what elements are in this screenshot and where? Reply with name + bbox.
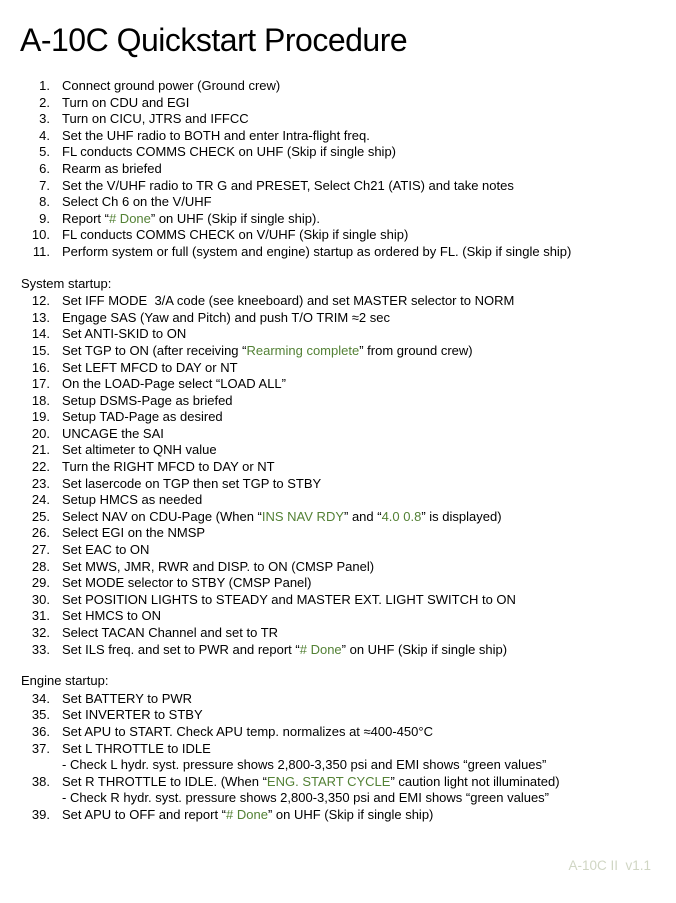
item-text [50,343,473,360]
plain-text: Set APU to START. Check APU temp. normalizes at ≈400-450°C [62,723,433,739]
item-number: 25. [31,508,50,524]
list-item [0,625,676,642]
item-text [50,211,320,228]
plain-text: Set the V/UHF radio to TR G and PRESET, Select Ch21 (ATIS) and take notes [62,177,514,193]
item-number: 21. [31,442,50,458]
item-text [50,559,374,576]
list-item [0,459,676,476]
item-number: 38. [31,773,50,789]
list-item [0,326,676,343]
list-item [0,194,676,211]
plain-text: Set TGP to ON (after receiving “ [62,342,247,358]
list-item [0,724,676,741]
list-item [0,144,676,161]
list-item [0,360,676,377]
list-item [0,161,676,178]
plain-text: UNCAGE the SAI [62,425,164,441]
item-text [50,542,149,559]
section-header: System startup: [21,275,112,291]
plain-text: Turn on CICU, JTRS and IFFCC [62,111,249,127]
item-number: 32. [31,625,50,640]
plain-text: Set IFF MODE 3/A code (see kneeboard) and set MASTER selector to NORM [62,293,515,309]
item-text [50,509,502,526]
item-number: 4. [39,127,50,143]
plain-text: Set MODE selector to STBY (CMSP Panel) [62,575,312,591]
plain-text: Set R THROTTLE to IDLE. (When “ [62,773,267,789]
list-item [0,376,676,393]
callout-text: # Done [299,641,342,657]
item-text [50,724,433,741]
list-item [0,178,676,195]
plain-text: On the LOAD-Page select “LOAD ALL” [62,376,286,392]
list-item [0,542,676,559]
plain-text: Set ILS freq. and set to PWR and report “ [62,641,300,657]
plain-text: Select NAV on CDU-Page (When “ [62,508,262,524]
item-text [50,459,275,476]
plain-text: Turn the RIGHT MFCD to DAY or NT [62,459,275,475]
list-item [0,442,676,459]
item-text [50,625,278,642]
plain-text: FL conducts COMMS CHECK on UHF (Skip if single ship) [62,144,397,160]
list-item [0,244,676,261]
plain-text: Set BATTERY to PWR [62,690,193,706]
list-subitem [0,757,676,774]
callout-text: Rearming complete [246,342,360,358]
list-item [0,128,676,145]
item-text [50,525,205,542]
item-number: 18. [31,392,50,408]
item-text [50,592,516,609]
item-number: 29. [31,575,50,591]
item-number: 23. [31,475,50,491]
item-number [0,757,50,774]
plain-text: Setup DSMS-Page as briefed [62,392,233,408]
item-number: 30. [31,591,50,607]
item-text [50,111,249,128]
list-item [0,592,676,609]
item-text [50,293,514,310]
plain-text: Set EAC to ON [62,542,150,558]
list-item [0,111,676,128]
list-item [0,409,676,426]
section-header: Engine startup: [21,673,109,689]
item-number: 20. [31,425,50,441]
plain-text: Report “ [62,210,109,226]
item-number: 11. [32,243,50,259]
callout-text: 4.0 0.8 [381,508,422,524]
item-text [50,608,161,625]
plain-text: ” from ground crew) [359,342,473,358]
item-text [50,393,233,410]
item-text [50,774,560,791]
plain-text: Set lasercode on TGP then set TGP to STBY [62,475,322,491]
list-item [0,343,676,360]
plain-text: ” on UHF (Skip if single ship) [267,806,434,822]
list-item [0,509,676,526]
item-text [50,360,238,377]
plain-text: Set INVERTER to STBY [62,707,203,723]
plain-text: Set HMCS to ON [62,608,161,624]
item-text [50,790,549,807]
plain-text: Engage SAS (Yaw and Pitch) and push T/O TRIM ≈2 sec [62,309,390,325]
item-number: 31. [31,608,50,624]
callout-text: ENG. START CYCLE [266,773,391,789]
callout-text: # Done [108,210,151,226]
item-text [50,575,312,592]
item-number: 16. [31,359,50,375]
item-text [50,642,507,659]
item-number: 5. [39,144,50,160]
plain-text: ” is displayed) [421,508,502,524]
item-text [50,707,203,724]
item-number: 2. [39,94,50,110]
list-item [0,559,676,576]
list-item [0,476,676,493]
list-item [0,691,676,708]
item-text [50,194,212,211]
list-item [0,807,676,824]
list-item [0,492,676,509]
plain-text: Set MWS, JMR, RWR and DISP. to ON (CMSP Panel) [62,558,375,574]
list-item [0,774,676,791]
page-title: A-10C Quickstart Procedure [20,22,408,58]
version-footer: A-10C II v1.1 [568,858,651,873]
item-text [50,161,162,178]
plain-text: Select Ch 6 on the V/UHF [62,194,212,210]
item-text [50,442,217,459]
item-number: 8. [39,194,50,210]
item-number: 34. [31,690,50,706]
plain-text: Set altimeter to QNH value [62,442,217,458]
list-item [0,575,676,592]
list-item [0,95,676,112]
item-number: 19. [31,409,50,425]
item-text [50,426,164,443]
plain-text: Set the UHF radio to BOTH and enter Intra-flight freq. [62,127,370,143]
list-item [0,608,676,625]
item-number [0,790,50,807]
procedure-sections [0,78,676,824]
item-number: 24. [31,492,50,508]
item-number: 37. [31,740,50,756]
item-number: 15. [31,342,50,358]
item-text [50,326,186,343]
plain-text: Perform system or full (system and engine) startup as ordered by FL. (Skip if single ship) [62,243,572,259]
plain-text: Rearm as briefed [62,160,162,176]
plain-text: Select EGI on the NMSP [62,525,206,541]
plain-text: Turn on CDU and EGI [62,94,190,110]
plain-text: ” on UHF (Skip if single ship) [341,641,508,657]
callout-text: INS NAV RDY [261,508,344,524]
list-item [0,78,676,95]
item-number: 27. [31,542,50,558]
plain-text: - Check R hydr. syst. pressure shows 2,800-3,350 psi and EMI shows “green values” [62,790,549,806]
list-item [0,310,676,327]
list-subitem [0,790,676,807]
item-number: 17. [31,376,50,392]
item-text [50,757,546,774]
item-text [50,691,192,708]
item-text [50,476,321,493]
item-number: 3. [39,111,50,127]
list-item [0,642,676,659]
item-number: 10. [31,227,50,243]
item-number: 28. [31,558,50,574]
item-number: 1. [39,78,50,93]
item-text [50,78,280,95]
item-text [50,95,189,112]
plain-text: Set APU to OFF and report “ [62,806,227,822]
list-item [0,293,676,310]
callout-text: # Done [226,806,268,822]
plain-text: ” on UHF (Skip if single ship). [150,210,320,226]
item-number: 7. [39,177,50,193]
plain-text: ” caution light not illuminated) [390,773,560,789]
item-text [50,807,433,824]
item-text [50,144,396,161]
list-item [0,707,676,724]
plain-text: Select TACAN Channel and set to TR [62,625,279,640]
item-text [50,227,408,244]
list-item [0,525,676,542]
list-item [0,227,676,244]
item-number: 14. [31,326,50,342]
plain-text: ” and “ [344,508,382,524]
item-text [50,376,286,393]
item-text [50,409,223,426]
item-number: 33. [31,641,50,657]
item-text [50,128,370,145]
plain-text: Set POSITION LIGHTS to STEADY and MASTER EXT. LIGHT SWITCH to ON [62,591,516,607]
plain-text: Set ANTI-SKID to ON [62,326,187,342]
item-number: 22. [31,459,50,475]
item-text [50,310,390,327]
list-item [0,426,676,443]
item-number: 36. [31,723,50,739]
plain-text: Setup TAD-Page as desired [62,409,223,425]
item-number: 26. [31,525,50,541]
list-item [0,741,676,758]
item-number: 6. [39,160,50,176]
plain-text: Set L THROTTLE to IDLE [62,740,211,756]
item-text [50,178,514,195]
plain-text: FL conducts COMMS CHECK on V/UHF (Skip if single ship) [62,227,409,243]
plain-text: Connect ground power (Ground crew) [62,78,281,93]
item-number: 12. [31,293,50,309]
list-item [0,211,676,228]
item-text [50,244,571,261]
plain-text: - Check L hydr. syst. pressure shows 2,800-3,350 psi and EMI shows “green values” [62,757,547,773]
item-text [50,492,202,509]
item-number: 39. [31,806,50,822]
item-number: 35. [31,707,50,723]
item-number: 9. [39,210,50,226]
plain-text: Setup HMCS as needed [62,492,203,508]
item-number: 13. [31,309,50,325]
item-text [50,741,211,758]
list-item [0,393,676,410]
plain-text: Set LEFT MFCD to DAY or NT [62,359,238,375]
